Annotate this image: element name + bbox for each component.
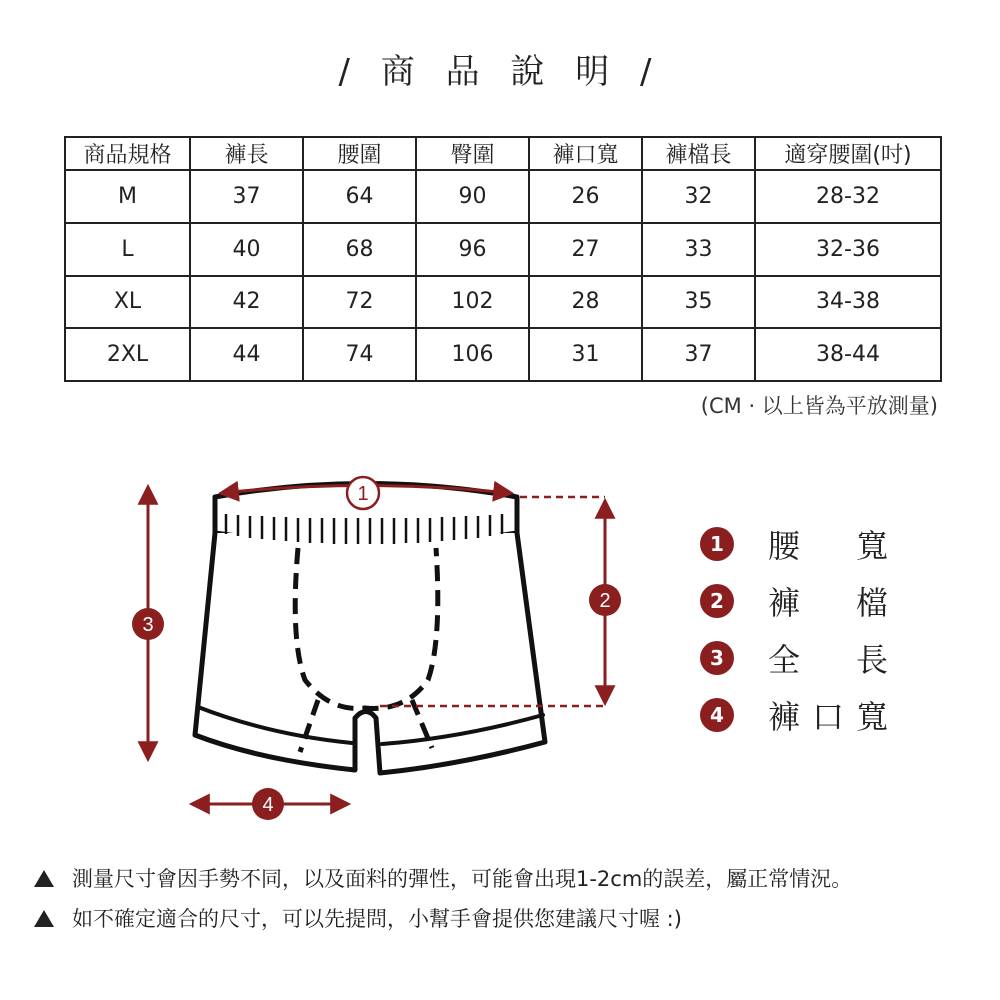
legend-label <box>768 521 888 567</box>
table-cell: 34-38 <box>755 276 941 329</box>
legend-char: 全 <box>768 640 801 679</box>
svg-text:2: 2 <box>599 590 611 612</box>
table-cell: 37 <box>642 328 755 381</box>
table-header-cell: 商品規格 <box>65 137 190 170</box>
legend-item <box>700 686 888 743</box>
triangle-bullet-icon <box>34 870 54 887</box>
legend-number: 3 <box>700 641 734 675</box>
legend-char: 寬 <box>855 697 888 736</box>
legend-char: 寬 <box>855 526 888 565</box>
table-row <box>65 223 941 276</box>
legend-item <box>700 572 888 629</box>
note-text: 測量尺寸會因手勢不同，以及面料的彈性，可能會出現1-2cm的誤差，屬正常情況。 <box>72 867 853 891</box>
table-cell: 28-32 <box>755 170 941 223</box>
table-header-row <box>65 137 941 170</box>
table-cell: 31 <box>529 328 642 381</box>
legend-number: 1 <box>700 527 734 561</box>
table-cell: 2XL <box>65 328 190 381</box>
table-cell: 90 <box>416 170 529 223</box>
table-row <box>65 328 941 381</box>
table-row <box>65 276 941 329</box>
marker-4 <box>252 788 284 820</box>
table-cell: 32-36 <box>755 223 941 276</box>
table-cell: 72 <box>303 276 416 329</box>
legend-number: 4 <box>700 698 734 732</box>
table-cell: 27 <box>529 223 642 276</box>
measurement-legend <box>700 515 888 743</box>
table-header-cell: 褲檔長 <box>642 137 755 170</box>
svg-text:1: 1 <box>357 483 369 505</box>
legend-char: 檔 <box>855 583 888 622</box>
table-cell: 28 <box>529 276 642 329</box>
table-cell: 96 <box>416 223 529 276</box>
table-header-cell: 褲長 <box>190 137 303 170</box>
table-cell: 37 <box>190 170 303 223</box>
table-cell: 38-44 <box>755 328 941 381</box>
page-title: / 商 品 說 明 / <box>338 52 662 92</box>
table-cell: 68 <box>303 223 416 276</box>
table-cell: 32 <box>642 170 755 223</box>
table-cell: 35 <box>642 276 755 329</box>
table-cell: L <box>65 223 190 276</box>
notes <box>34 858 852 938</box>
table-cell: XL <box>65 276 190 329</box>
note-item <box>34 858 852 898</box>
table-cell: 102 <box>416 276 529 329</box>
legend-char: 口 <box>811 697 844 736</box>
marker-1 <box>347 477 379 509</box>
legend-item <box>700 629 888 686</box>
table-cell: 64 <box>303 170 416 223</box>
table-cell: 44 <box>190 328 303 381</box>
table-cell: M <box>65 170 190 223</box>
table-cell: 74 <box>303 328 416 381</box>
legend-label <box>768 578 888 624</box>
table-header-cell: 腰圍 <box>303 137 416 170</box>
marker-3 <box>132 608 164 640</box>
table-cell: 40 <box>190 223 303 276</box>
svg-text:4: 4 <box>262 794 274 816</box>
legend-item <box>700 515 888 572</box>
note-item <box>34 898 852 938</box>
triangle-bullet-icon <box>34 910 54 927</box>
svg-text:3: 3 <box>142 614 154 636</box>
legend-label <box>768 635 888 681</box>
legend-char: 褲 <box>768 697 801 736</box>
boxer-measurement-diagram <box>0 440 680 840</box>
table-cell: 26 <box>529 170 642 223</box>
table-header-cell: 臀圍 <box>416 137 529 170</box>
legend-number: 2 <box>700 584 734 618</box>
table-cell: 42 <box>190 276 303 329</box>
size-table <box>64 136 942 382</box>
legend-char: 長 <box>855 640 888 679</box>
table-header-cell: 褲口寬 <box>529 137 642 170</box>
unit-note: (CM · 以上皆為平放測量) <box>700 394 938 418</box>
legend-char: 腰 <box>768 526 801 565</box>
legend-char: 褲 <box>768 583 801 622</box>
marker-2 <box>589 584 621 616</box>
table-header-cell: 適穿腰圍(吋) <box>755 137 941 170</box>
note-text: 如不確定適合的尺寸，可以先提問，小幫手會提供您建議尺寸喔 :) <box>72 907 682 931</box>
table-cell: 33 <box>642 223 755 276</box>
table-cell: 106 <box>416 328 529 381</box>
legend-label <box>768 692 888 738</box>
table-row <box>65 170 941 223</box>
